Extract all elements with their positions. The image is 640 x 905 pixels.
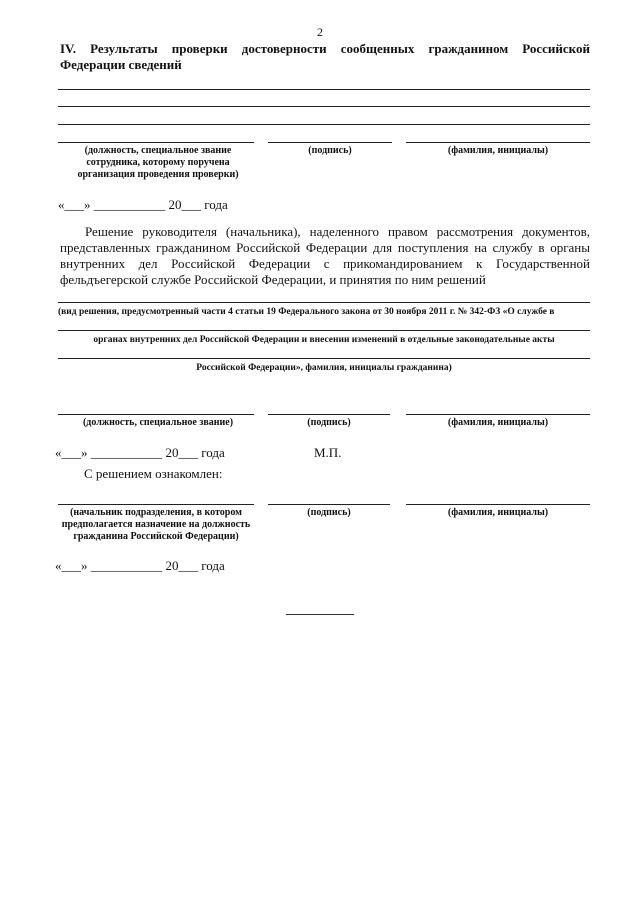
- position-caption-1: (должность, специальное звание сотрудника, которому поручена организация проведения проверки): [77, 145, 239, 180]
- position-line-3[interactable]: [58, 504, 254, 505]
- stamp-label: М.П.: [314, 445, 342, 460]
- signature-caption-2: (подпись): [307, 417, 351, 428]
- decision-caption-1: (вид решения, предусмотренный части 4 статьи 19 Федерального закона от 30 ноября 2011 г. № 342-ФЗ «О службе в: [58, 307, 555, 317]
- section-title: IV. Результаты проверки достоверности сообщенных гражданином Российской Федерации сведений: [60, 41, 590, 72]
- name-caption-1: (фамилия, инициалы): [447, 145, 549, 156]
- end-mark: [286, 614, 354, 615]
- page-number: 2: [317, 25, 323, 39]
- name-caption-2: (фамилия, инициалы): [447, 417, 549, 428]
- results-line-1[interactable]: [58, 89, 590, 90]
- decision-line-2[interactable]: [58, 330, 590, 331]
- decision-caption-2: органах внутренних дел Российской Федерации и внесении изменений в отдельные законодательные акты: [93, 335, 555, 345]
- name-line-2[interactable]: [406, 414, 590, 415]
- results-line-3[interactable]: [58, 124, 590, 125]
- position-caption-2: (должность, специальное звание): [82, 417, 234, 428]
- position-line-1[interactable]: [58, 142, 254, 143]
- decision-line-3[interactable]: [58, 358, 590, 359]
- position-line-2[interactable]: [58, 414, 254, 415]
- date-field-1[interactable]: «___» ___________ 20___ года: [58, 197, 228, 212]
- decision-paragraph: Решение руководителя (начальника), наделенного правом рассмотрения документов, представленных гражданином Российской Федерации для поступления на службу в органы внутренних дел Российской Федерации с прикомандированием к Государственной фельдъегерской службе Российской Федерации, и принятия по ним решений: [60, 224, 590, 287]
- signature-caption-1: (подпись): [308, 145, 352, 156]
- date-field-2[interactable]: «___» ___________ 20___ года: [55, 445, 225, 460]
- position-caption-3: (начальник подразделения, в котором предполагается назначение на должность гражданина Российской Федерации): [61, 507, 251, 542]
- signature-caption-3: (подпись): [307, 507, 351, 518]
- results-line-2[interactable]: [58, 106, 590, 107]
- acknowledgement-label: С решением ознакомлен:: [84, 466, 223, 481]
- signature-line-1[interactable]: [268, 142, 392, 143]
- signature-line-2[interactable]: [268, 414, 390, 415]
- date-field-3[interactable]: «___» ___________ 20___ года: [55, 558, 225, 573]
- name-line-3[interactable]: [406, 504, 590, 505]
- decision-caption-3: Российской Федерации», фамилия, инициалы гражданина): [196, 363, 452, 373]
- decision-line-1[interactable]: [58, 302, 590, 303]
- signature-line-3[interactable]: [268, 504, 390, 505]
- name-line-1[interactable]: [406, 142, 590, 143]
- name-caption-3: (фамилия, инициалы): [447, 507, 549, 518]
